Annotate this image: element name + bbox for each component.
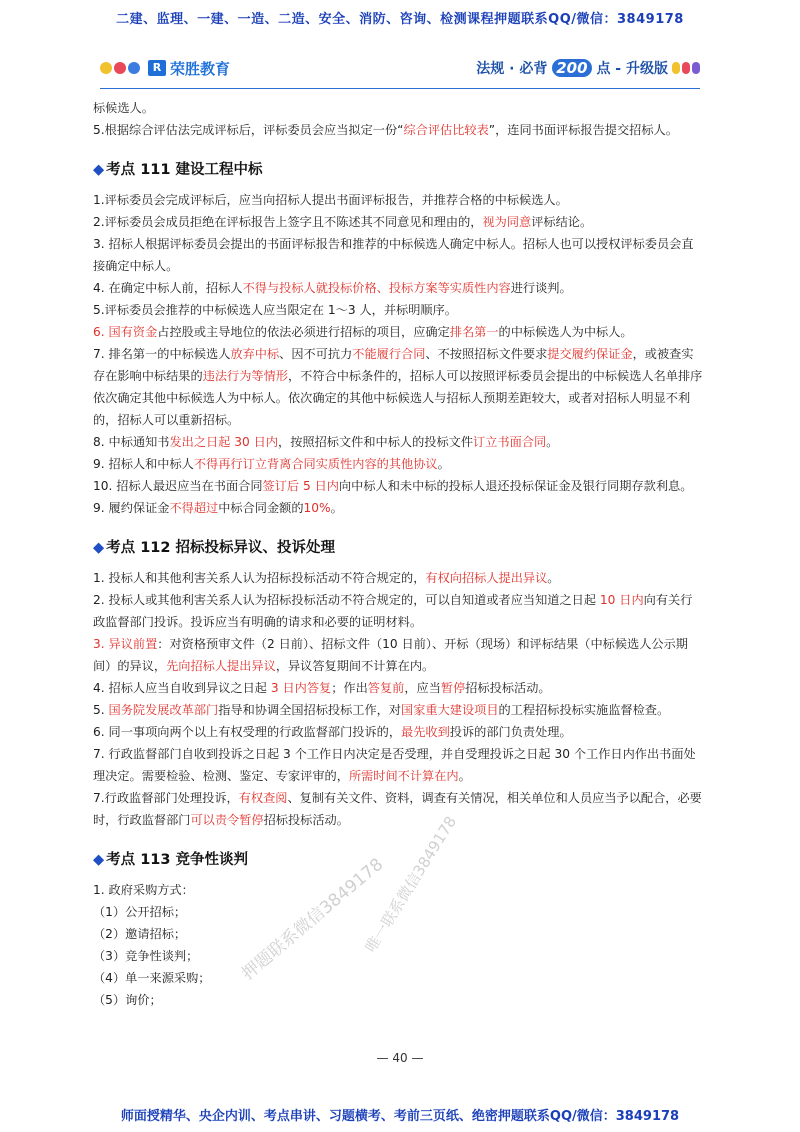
header-title-suffix: 点 - 升级版 bbox=[596, 61, 668, 77]
highlight-text: 不得超过 bbox=[169, 501, 219, 515]
section-paragraph bbox=[93, 589, 703, 633]
page-header bbox=[100, 58, 700, 89]
highlight-text: 可以责令暂停 bbox=[190, 813, 264, 827]
section-paragraph bbox=[93, 497, 703, 519]
text-run: ，不符合中标条件的，招标人可以按照评标委员会提出的中标候选人名单排序依次确定其他中标候选人为中标人。依次确定的其他中标候选人与招标人预期差距较大，或者对招标人明显不利的，招标人可以重新招标。 bbox=[93, 369, 703, 427]
text-run: ：对资格预审文件（2 日前）、招标文件（10 日前）、开标（现场）和评标结果（中标候选人公示期间）的异议， bbox=[93, 637, 688, 673]
text-run: 。 bbox=[437, 457, 450, 471]
text-run: 向中标人和未中标的投标人退还投标保证金及银行同期存款利息。 bbox=[338, 479, 693, 493]
text-run: 向有关行政监督部门投诉。投诉应当有明确的请求和必要的证明材料。 bbox=[93, 593, 693, 629]
highlight-text: 3 日内答复 bbox=[270, 681, 332, 695]
text-run: 9. 履约保证金 bbox=[93, 501, 170, 515]
section-paragraph bbox=[93, 343, 703, 431]
text-run: 。 bbox=[547, 571, 560, 585]
text-run: ”，连同书面评标报告提交招标人。 bbox=[488, 123, 678, 137]
header-title-prefix: 法规 · 必背 bbox=[476, 61, 548, 77]
logo-dot bbox=[128, 62, 140, 74]
section-paragraph bbox=[93, 321, 703, 343]
highlight-text: 不得再行订立背离合同实质性内容的其他协议 bbox=[193, 457, 438, 471]
text-run: （1）公开招标； bbox=[93, 905, 187, 919]
logo-dot bbox=[114, 62, 126, 74]
text-run: 进行谈判。 bbox=[510, 281, 572, 295]
text-run: ；作出 bbox=[331, 681, 368, 695]
highlight-text: 3. 异议前置 bbox=[93, 637, 158, 651]
highlight-text: 不得与投标人就投标价格、投标方案等实质性内容 bbox=[242, 281, 511, 295]
section-title: 考点 111 建设工程中标 bbox=[106, 162, 263, 178]
text-run: ，应当 bbox=[404, 681, 441, 695]
text-run: （5）询价； bbox=[93, 993, 162, 1007]
section-paragraph bbox=[93, 211, 703, 233]
highlight-text: 10 日内 bbox=[599, 593, 644, 607]
intro-line bbox=[93, 97, 703, 119]
highlight-text: 暂停 bbox=[440, 681, 466, 695]
text-run: 指导和协调全国招标投标工作，对 bbox=[218, 703, 402, 717]
highlight-text: 有权向招标人提出异议 bbox=[425, 571, 548, 585]
watermark: 唯一联系微信3849178 bbox=[361, 813, 461, 956]
text-run: 7. 排名第一的中标候选人 bbox=[93, 347, 231, 361]
header-title bbox=[476, 58, 668, 78]
text-run: 5.根据综合评估法完成评标后，评标委员会应当拟定一份“ bbox=[93, 123, 404, 137]
section-paragraph bbox=[93, 923, 703, 945]
text-run: ，或被查实存在影响中标结果的 bbox=[93, 347, 694, 383]
header-title-number: 200 bbox=[552, 59, 591, 77]
diamond-bullet-icon: ◆ bbox=[93, 540, 105, 556]
header-dot bbox=[692, 62, 700, 74]
highlight-text: 先向招标人提出异议 bbox=[166, 659, 276, 673]
text-run: 2.评标委员会成员拒绝在评标报告上签字且不陈述其不同意见和理由的， bbox=[93, 215, 483, 229]
section-paragraph bbox=[93, 567, 703, 589]
header-dot bbox=[682, 62, 690, 74]
highlight-text: 有权查阅 bbox=[238, 791, 288, 805]
text-run: （4）单一来源采购； bbox=[93, 971, 211, 985]
top-banner: 二建、监理、一建、一造、二造、安全、消防、咨询、检测课程押题联系QQ/微信：3849178 bbox=[116, 12, 684, 27]
logo-icon: R bbox=[148, 60, 166, 76]
section-heading bbox=[93, 159, 703, 181]
highlight-text: 答复前 bbox=[367, 681, 405, 695]
text-run: （3）竞争性谈判； bbox=[93, 949, 199, 963]
highlight-text: 所需时间不计算在内 bbox=[348, 769, 459, 783]
highlight-text: 签订后 5 日内 bbox=[262, 479, 339, 493]
document-body bbox=[93, 97, 703, 1011]
highlight-text: 放弃中标 bbox=[230, 347, 280, 361]
logo-text: 荣胜教育 bbox=[170, 60, 231, 78]
text-run: 9. 招标人和中标人 bbox=[93, 457, 194, 471]
diamond-bullet-icon: ◆ bbox=[93, 852, 105, 868]
section-paragraph bbox=[93, 967, 703, 989]
highlight-text: 提交履约保证金 bbox=[547, 347, 633, 361]
section-paragraph bbox=[93, 743, 703, 787]
text-run: 。 bbox=[458, 769, 471, 783]
text-run: ，异议答复期间不计算在内。 bbox=[275, 659, 435, 673]
header-dots bbox=[672, 62, 700, 74]
section-paragraph bbox=[93, 277, 703, 299]
page-number: — 40 — bbox=[376, 1051, 424, 1065]
section-paragraph bbox=[93, 989, 703, 1011]
section-paragraph bbox=[93, 699, 703, 721]
watermark: 押题联系微信3849178 bbox=[238, 854, 388, 985]
highlight-text: 订立书面合同 bbox=[473, 435, 547, 449]
text-run: 8. 中标通知书 bbox=[93, 435, 170, 449]
highlight-text: 视为同意 bbox=[482, 215, 532, 229]
section-paragraph bbox=[93, 299, 703, 321]
section-paragraph bbox=[93, 431, 703, 453]
text-run: 4. 招标人应当自收到异议之日起 bbox=[93, 681, 271, 695]
highlight-text: 发出之日起 30 日内 bbox=[169, 435, 279, 449]
text-run: 、因不可抗力 bbox=[279, 347, 353, 361]
highlight-text: 综合评估比较表 bbox=[403, 123, 489, 137]
header-dot bbox=[672, 62, 680, 74]
text-run: 招标投标活动。 bbox=[465, 681, 551, 695]
text-run: 7. 行政监督部门自收到投诉之日起 3 个工作日内决定是否受理，并自受理投诉之日起 30 个工作日内作出书面处理决定。需要检验、检测、鉴定、专家评审的， bbox=[93, 747, 696, 783]
highlight-text: 违法行为等情形 bbox=[202, 369, 288, 383]
intro-line bbox=[93, 119, 703, 141]
text-run: 5. bbox=[93, 703, 109, 717]
highlight-text: 排名第一 bbox=[449, 325, 499, 339]
section-paragraph bbox=[93, 233, 703, 277]
section-paragraph bbox=[93, 787, 703, 831]
text-run: 3. 招标人根据评标委员会提出的书面评标报告和推荐的中标候选人确定中标人。招标人也可以授权评标委员会直接确定中标人。 bbox=[93, 237, 694, 273]
text-run: 10. 招标人最迟应当在书面合同 bbox=[93, 479, 263, 493]
section-paragraph bbox=[93, 475, 703, 497]
text-run: 4. 在确定中标人前，招标人 bbox=[93, 281, 243, 295]
text-run: 的中标候选人为中标人。 bbox=[498, 325, 633, 339]
section-heading bbox=[93, 849, 703, 871]
logo-dot bbox=[100, 62, 112, 74]
highlight-text: 不能履行合同 bbox=[352, 347, 426, 361]
text-run: ，按照招标文件和中标人的投标文件 bbox=[278, 435, 474, 449]
text-run: 标候选人。 bbox=[93, 101, 154, 115]
highlight-text: 10% bbox=[303, 501, 331, 515]
text-run: 投诉的部门负责处理。 bbox=[449, 725, 572, 739]
text-run: 、复制有关文件、资料，调查有关情况，相关单位和人员应当予以配合，必要时，行政监督部门 bbox=[93, 791, 702, 827]
section-paragraph bbox=[93, 633, 703, 677]
section-paragraph bbox=[93, 189, 703, 211]
text-run: 评标结论。 bbox=[531, 215, 593, 229]
text-run: 、不按照招标文件要求 bbox=[425, 347, 548, 361]
text-run: 7.行政监督部门处理投诉， bbox=[93, 791, 239, 805]
highlight-text: 国务院发展改革部门 bbox=[108, 703, 219, 717]
section-paragraph bbox=[93, 901, 703, 923]
highlight-text: 6. 国有资金 bbox=[93, 325, 158, 339]
text-run: 1. 政府采购方式： bbox=[93, 883, 194, 897]
section-paragraph bbox=[93, 453, 703, 475]
section-paragraph bbox=[93, 721, 703, 743]
bottom-banner: 师面授精华、央企内训、考点串讲、习题横考、考前三页纸、绝密押题联系QQ/微信：3849178 bbox=[120, 1109, 680, 1124]
highlight-text: 最先收到 bbox=[401, 725, 450, 739]
section-paragraph bbox=[93, 945, 703, 967]
text-run: 。 bbox=[546, 435, 559, 449]
text-run: 占控股或主导地位的依法必须进行招标的项目，应确定 bbox=[157, 325, 450, 339]
section-paragraph bbox=[93, 677, 703, 699]
text-run: 1. 投标人和其他利害关系人认为招标投标活动不符合规定的， bbox=[93, 571, 426, 585]
text-run: （2）邀请招标； bbox=[93, 927, 187, 941]
text-run: 的工程招标投标实施监督检查。 bbox=[498, 703, 670, 717]
section-title: 考点 112 招标投标异议、投诉处理 bbox=[106, 540, 336, 556]
logo-dots bbox=[100, 62, 140, 74]
text-run: 中标合同金额的 bbox=[218, 501, 304, 515]
text-run: 2. 投标人或其他利害关系人认为招标投标活动不符合规定的，可以自知道或者应当知道之日起 bbox=[93, 593, 600, 607]
section-paragraph bbox=[93, 879, 703, 901]
text-run: 。 bbox=[330, 501, 343, 515]
text-run: 5.评标委员会推荐的中标候选人应当限定在 1～3 人，并标明顺序。 bbox=[93, 303, 457, 317]
section-heading bbox=[93, 537, 703, 559]
section-title: 考点 113 竞争性谈判 bbox=[106, 852, 249, 868]
text-run: 6. 同一事项向两个以上有权受理的行政监督部门投诉的， bbox=[93, 725, 402, 739]
text-run: 招标投标活动。 bbox=[263, 813, 349, 827]
diamond-bullet-icon: ◆ bbox=[93, 162, 105, 178]
highlight-text: 国家重大建设项目 bbox=[401, 703, 499, 717]
text-run: 1.评标委员会完成评标后，应当向招标人提出书面评标报告，并推荐合格的中标候选人。 bbox=[93, 193, 568, 207]
